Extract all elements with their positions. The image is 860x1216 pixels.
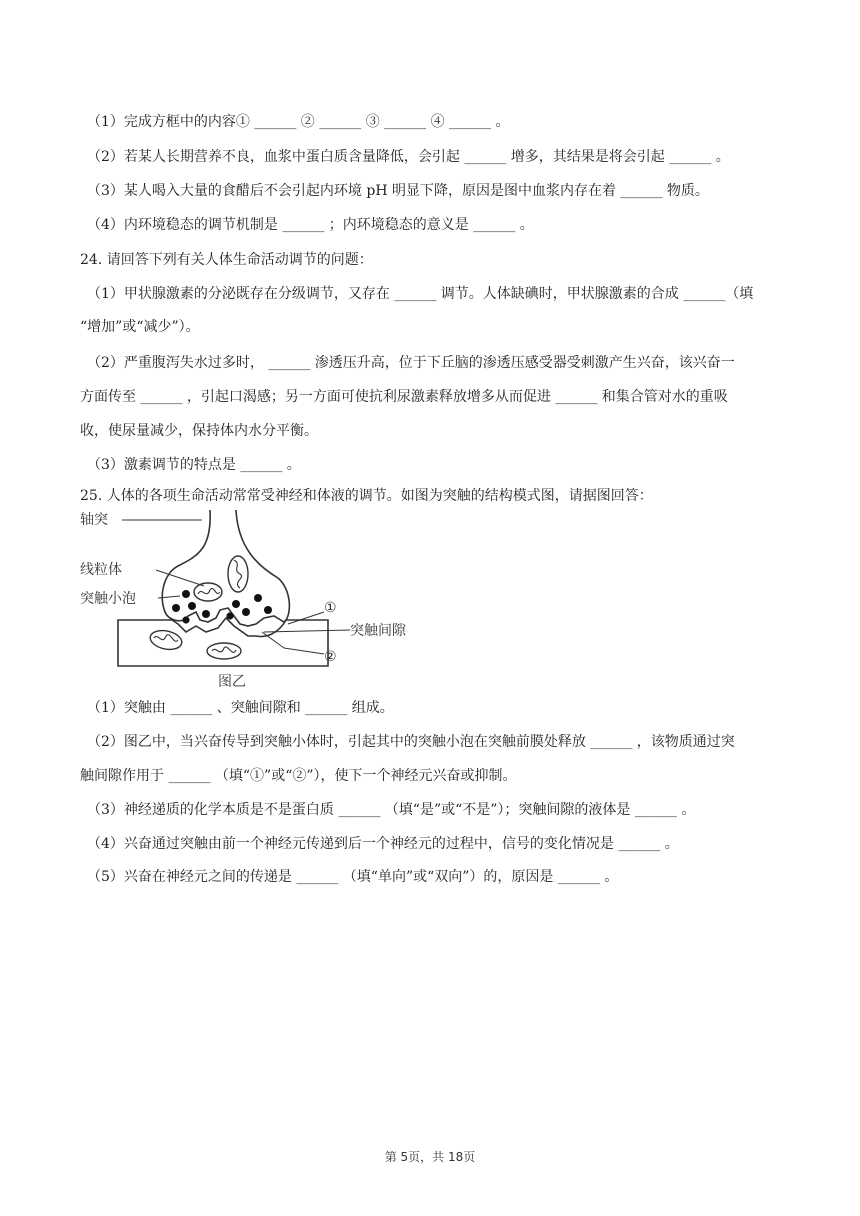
label-cleft: 突触间隙 — [350, 623, 406, 639]
q23-line-1: （1）完成方框中的内容① ______ ② ______ ③ ______ ④ ______ 。 — [87, 114, 510, 130]
mitochondrion-post-2 — [207, 643, 241, 659]
q24-line-5: 收，使尿量减少，保持体内水分平衡。 — [80, 423, 318, 439]
synapse-diagram — [78, 508, 406, 692]
label-mitochondrion: 线粒体 — [80, 562, 122, 578]
q24-line-1: （1）甲状腺激素的分泌既存在分级调节，又存在 ______ 调节。人体缺碘时，甲状腺激素的合成 ______（填 — [87, 286, 754, 302]
q25-line-6: （5）兴奋在神经元之间的传递是 ______ （填“单向”或“双向”）的，原因是 ______ 。 — [87, 869, 619, 885]
q25-line-4: （3）神经递质的化学本质是不是蛋白质 ______ （填“是”或“不是”）；突触间隙的液体是 ______ 。 — [87, 802, 696, 818]
q25-line-5: （4）兴奋通过突触由前一个神经元传递到后一个神经元的过程中，信号的变化情况是 ______ 。 — [87, 836, 679, 852]
q24-line-4: 方面传至 ______ ，引起口渴感；另一方面可使抗利尿激素释放增多从而促进 ______ 和集合管对水的重吸 — [80, 389, 728, 405]
label-2: ② — [324, 649, 337, 665]
q24-line-6: （3）激素调节的特点是 ______ 。 — [87, 457, 301, 473]
q24-line-3: （2）严重腹泻失水过多时， ______ 渗透压升高，位于下丘脑的渗透压感受器受刺激产生兴奋，该兴奋一 — [87, 355, 735, 371]
mitochondrion-left — [194, 583, 222, 601]
q24-title: 24. 请回答下列有关人体生命活动调节的问题： — [80, 252, 373, 268]
label-vesicle: 突触小泡 — [80, 591, 136, 607]
q25-line-3: 触间隙作用于 ______ （填“①”或“②”），使下一个神经元兴奋或抑制。 — [80, 768, 517, 784]
page-footer: 第 5页，共 18页 — [384, 1150, 476, 1164]
mitochondrion-post-1 — [148, 628, 183, 652]
label-axon: 轴突 — [80, 512, 108, 528]
q25-title: 25. 人体的各项生命活动常常受神经和体液的调节。如图为突触的结构模式图，请据图回答： — [80, 488, 653, 504]
q23-line-3: （3）某人喝入大量的食醋后不会引起内环境 pH 明显下降，原因是图中血浆内存在着 ______ 物质。 — [87, 183, 709, 199]
q24-line-2: “增加”或“减少”）。 — [80, 319, 200, 335]
diagram-caption: 图乙 — [218, 674, 246, 690]
q23-line-4: （4）内环境稳态的调节机制是 ______ ；内环境稳态的意义是 ______ 。 — [87, 217, 534, 233]
q23-line-2: （2）若某人长期营养不良，血浆中蛋白质含量降低，会引起 ______ 增多，其结果是将会引起 ______ 。 — [87, 149, 730, 165]
q25-line-2: （2）图乙中，当兴奋传导到突触小体时，引起其中的突触小泡在突触前膜处释放 ______ ，该物质通过突 — [87, 734, 735, 750]
mitochondrion-top — [228, 556, 248, 592]
label-1: ① — [324, 600, 337, 616]
q25-line-1: （1）突触由 ______ 、突触间隙和 ______ 组成。 — [87, 700, 394, 716]
